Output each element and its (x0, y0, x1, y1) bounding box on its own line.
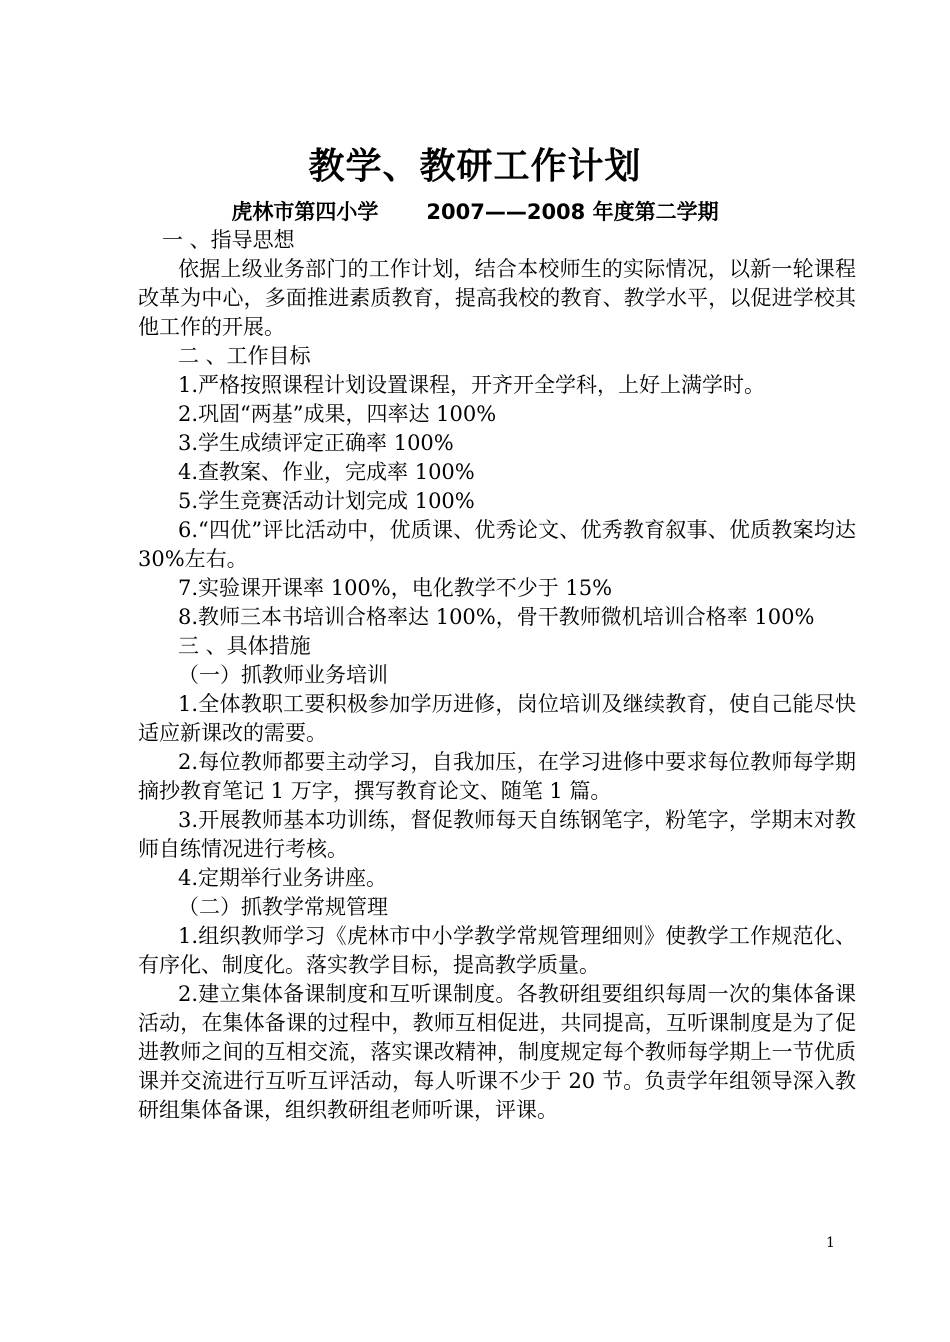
body-paragraph: 5.学生竞赛活动计划完成 100% (178, 489, 475, 513)
body-paragraph: 依据上级业务部门的工作计划，结合本校师生的实际情况，以新一轮课程改革为中心，多面推进素质教育，提高我校的教育、教学水平，以促进学校其他工作的开展。 (138, 257, 856, 339)
document-title: 教学、教研工作计划 (308, 146, 642, 187)
document-subtitle (0, 196, 950, 228)
page-number: 1 (826, 1235, 835, 1251)
body-paragraph: 3.学生成绩评定正确率 100% (178, 431, 454, 455)
body-paragraph: 1.严格按照课程计划设置课程，开齐开全学科，上好上满学时。 (178, 373, 766, 397)
body-paragraph: 8.教师三本书培训合格率达 100%，骨干教师微机培训合格率 100% (178, 605, 815, 629)
section-heading: 二 、工作目标 (178, 344, 311, 368)
body-paragraph: 7.实验课开课率 100%，电化教学不少于 15% (178, 576, 613, 600)
school-term: 2007——2008 年度第二学期 (426, 200, 719, 224)
document-body (138, 226, 856, 1125)
section-heading: 三 、具体措施 (178, 634, 311, 658)
body-paragraph: 4.定期举行业务讲座。 (178, 866, 388, 890)
body-paragraph: 1.全体教职工要积极参加学历进修，岗位培训及继续教育，使自己能尽快适应新课改的需要。 (138, 692, 856, 745)
body-paragraph: 3.开展教师基本功训练，督促教师每天自练钢笔字，粉笔字，学期末对教师自练情况进行考核。 (138, 808, 856, 861)
section-heading: （二）抓教学常规管理 (178, 895, 388, 919)
section-heading: （一）抓教师业务培训 (178, 663, 388, 687)
body-paragraph: 1.组织教师学习《虎林市中小学教学常规管理细则》使教学工作规范化、有序化、制度化。落实教学目标，提高教学质量。 (138, 924, 856, 977)
body-paragraph: 2.建立集体备课制度和互听课制度。各教研组要组织每周一次的集体备课活动，在集体备课的过程中，教师互相促进，共同提高，互听课制度是为了促进教师之间的互相交流，落实课改精神，制度规定每个教师每学期上一节优质课并交流进行互听互评活动，每人听课不少于 20 节。负责学年组领导深入教研组集体备课，组织教研组老师听课，评课。 (138, 982, 856, 1122)
school-name: 虎林市第四小学 (231, 200, 379, 224)
body-paragraph: 6.“四优”评比活动中，优质课、优秀论文、优秀教育叙事、优质教案均达 30%左右。 (138, 518, 856, 571)
section-heading: 一 、指导思想 (162, 228, 295, 252)
body-paragraph: 2.巩固“两基”成果，四率达 100% (178, 402, 497, 426)
body-paragraph: 2.每位教师都要主动学习，自我加压，在学习进修中要求每位教师每学期摘抄教育笔记 1 万字，撰写教育论文、随笔 1 篇。 (138, 750, 856, 803)
body-paragraph: 4.查教案、作业，完成率 100% (178, 460, 475, 484)
